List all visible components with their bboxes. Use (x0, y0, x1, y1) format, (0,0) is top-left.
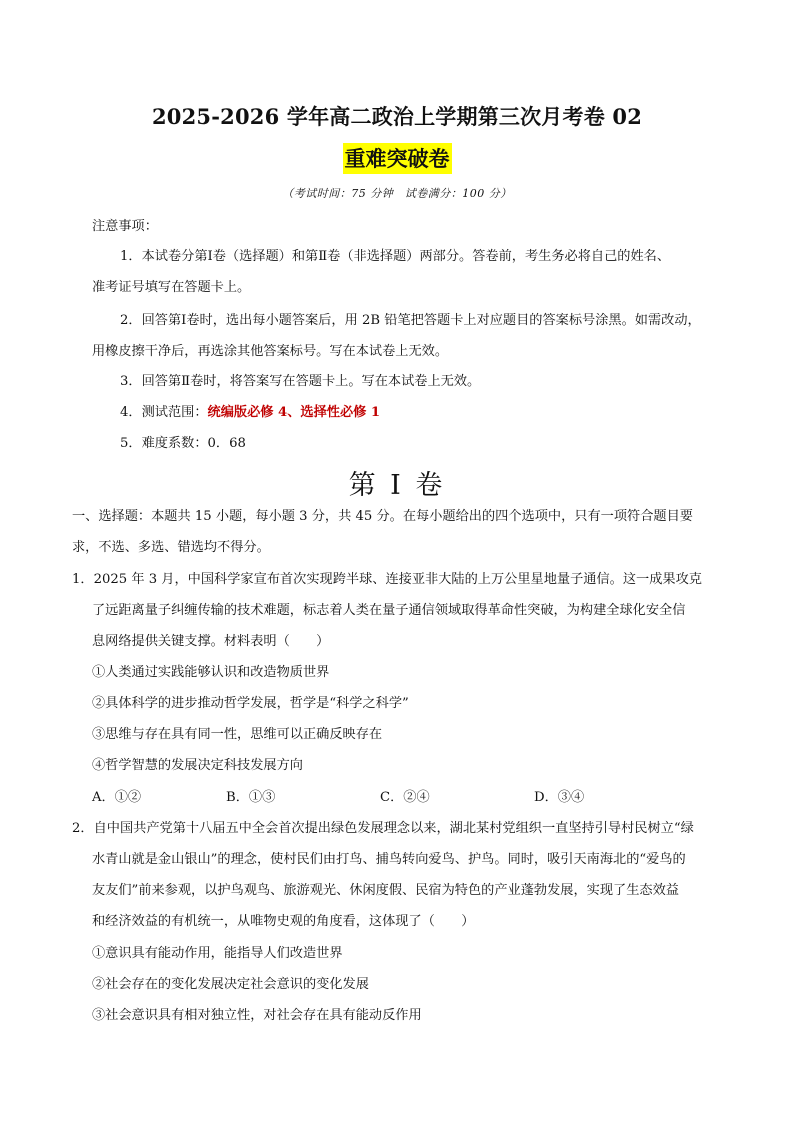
note-item-4 (120, 403, 380, 423)
q1-option-1: ①人类通过实践能够认识和改造物质世界 (92, 665, 330, 680)
q1-option-2: ②具体科学的进步推动哲学发展，哲学是“科学之科学” (92, 696, 409, 711)
exam-subtitle-highlight: 重难突破卷 (343, 143, 452, 174)
q2-stem-line-4: 和经济效益的有机统一，从唯物史观的角度看，这体现了（ ） (92, 914, 475, 929)
section-instructions-line-2: 求，不选、多选、错选均不得分。 (72, 540, 270, 555)
test-scope-value: 统编版必修 4、选择性必修 1 (207, 405, 381, 420)
q1-option-4: ④哲学智慧的发展决定科技发展方向 (92, 758, 303, 773)
q2-stem-line-2: 水青山就是金山银山”的理念，使村民们由打鸟、捕鸟转向爱鸟、护鸟。同时，吸引天南海北的“爱鸟的 (92, 852, 686, 867)
note-item-1-line-2: 准考证号填写在答题卡上。 (92, 280, 251, 295)
q2-stem-line-3: 友友们”前来参观，以护鸟观鸟、旅游观光、休闲度假、民宿为特色的产业蓬勃发展，实现了生态效益 (92, 883, 679, 898)
exam-time-score-info: （考试时间：75 分钟 试卷满分：100 分） (282, 187, 512, 200)
note-item-2-line-2: 用橡皮擦干净后，再选涂其他答案标号。写在本试卷上无效。 (92, 344, 449, 359)
q2-option-1: ①意识具有能动作用，能指导人们改造世界 (92, 946, 343, 961)
notes-heading: 注意事项： (92, 219, 158, 234)
q2-option-3: ③社会意识具有相对独立性，对社会存在具有能动反作用 (92, 1008, 422, 1023)
q1-stem-line-3: 息网络提供关键支撑。材料表明（ ） (92, 634, 330, 649)
note-item-5: 5．难度系数：0．68 (120, 436, 246, 451)
exam-title: 2025-2026 学年高二政治上学期第三次月考卷 02 (151, 104, 643, 129)
note-item-3: 3．回答第Ⅱ卷时，将答案写在答题卡上。写在本试卷上无效。 (120, 374, 481, 389)
q2-stem-line-1: 2．自中国共产党第十八届五中全会首次提出绿色发展理念以来，湖北某村党组织一直坚持引导村民树立“绿 (72, 821, 694, 836)
q1-choice-a: A．①② (92, 790, 142, 805)
q1-option-3: ③思维与存在具有同一性，思维可以正确反映存在 (92, 727, 383, 742)
q2-option-2: ②社会存在的变化发展决定社会意识的变化发展 (92, 977, 369, 992)
q1-choice-b: B．①③ (226, 790, 276, 805)
note-item-2-line-1: 2．回答第Ⅰ卷时，选出每小题答案后，用 2B 铅笔把答题卡上对应题目的答案标号涂黑。如需改动， (120, 313, 701, 328)
q1-stem-line-2: 了远距离量子纠缠传输的技术难题，标志着人类在量子通信领域取得革命性突破，为构建全球化安全信 (92, 603, 686, 618)
section-instructions-line-1: 一、选择题：本题共 15 小题，每小题 3 分，共 45 分。在每小题给出的四个选项中，只有一项符合题目要 (72, 509, 693, 524)
note-item-4-prefix: 4．测试范围： (120, 405, 208, 420)
q1-choice-c: C．②④ (380, 790, 430, 805)
note-item-1-line-1: 1．本试卷分第Ⅰ卷（选择题）和第Ⅱ卷（非选择题）两部分。答卷前，考生务必将自己的姓名、 (120, 249, 671, 264)
section-title: 第 I 卷 (348, 470, 446, 501)
q1-choice-d: D．③④ (534, 790, 585, 805)
subtitle-wrapper (0, 143, 794, 174)
q1-stem-line-1: 1．2025 年 3 月，中国科学家宣布首次实现跨半球、连接亚非大陆的上万公里星地量子通信。这一成果攻克 (72, 572, 702, 587)
